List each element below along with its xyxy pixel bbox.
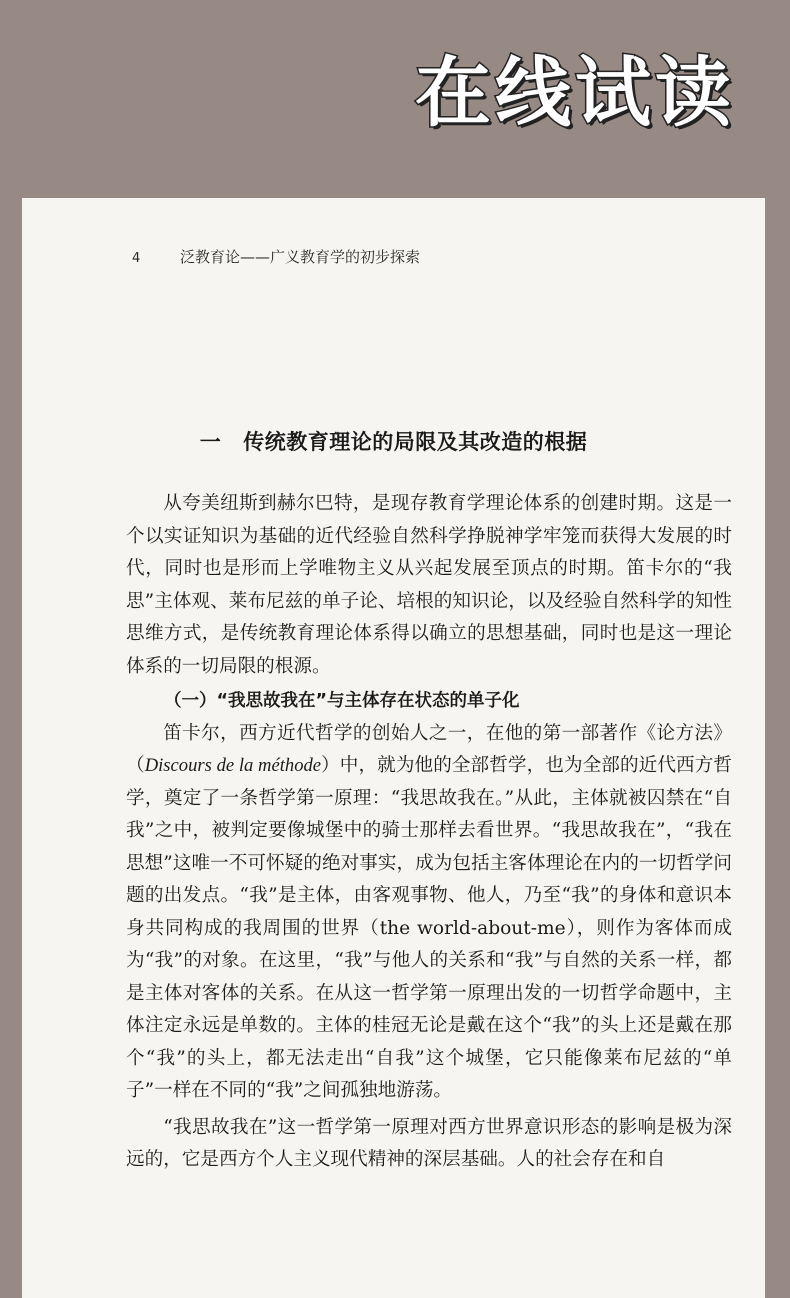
paragraph-3: “我思故我在”这一哲学第一原理对西方世界意识形态的影响是极为深远的，它是西方个人主义现代精神的深层基础。人的社会存在和自 xyxy=(126,1116,732,1170)
subsection-heading: （一）“我思故我在”与主体存在状态的单子化 xyxy=(164,691,520,711)
paragraph-2-part-2: ）中，就为他的全部哲学，也为全部的近代西方哲学，奠定了一条哲学第一原理：“我思故我在。”从此，主体就被囚禁在“自我”之中，被判定要像城堡中的骑士那样去看世界。“我思故我在”，“我在思想”这唯一不可怀疑的绝对事实，成为包括主客体理论在内的一切哲学问题的出发点。“我”是主体，由客观事物、他人，乃至“我”的身体和意识本身共同构成的我周围的世界（the world-about-me），则作为客体而成为“我”的对象。在这里，“我”与他人的关系和“我”与自然的关系一样，都是主体对客体的关系。在从这一哲学第一原理出发的一切哲学命题中，主体注定永远是单数的。主体的桂冠无论是戴在这个“我”的头上还是戴在那个“我”的头上，都无法走出“自我”这个城堡，它只能像莱布尼兹的“单子”一样在不同的“我”之间孤独地游荡。 xyxy=(126,755,732,1101)
paragraph-2 xyxy=(126,718,732,1108)
section-title xyxy=(22,426,765,456)
paragraph-1: 从夸美纽斯到赫尔巴特，是现存教育学理论体系的创建时期。这是一个以实证知识为基础的近代经验自然科学挣脱神学牢笼而获得大发展的时代，同时也是形而上学唯物主义从兴起发展至顶点的时期。笛卡尔的“我思”主体观、莱布尼兹的单子论、培根的知识论，以及经验自然科学的知性思维方式，是传统教育理论体系得以确立的思想基础，同时也是这一理论体系的一切局限的根源。 xyxy=(126,493,732,677)
book-page xyxy=(22,198,765,1298)
body-text xyxy=(126,488,732,1177)
latin-book-title: Discours de la méthode xyxy=(144,755,322,776)
book-title: 泛教育论——广义教育学的初步探索 xyxy=(180,248,421,266)
section-title-text: 传统教育理论的局限及其改造的根据 xyxy=(243,429,588,454)
section-number: 一 xyxy=(199,429,222,454)
running-head xyxy=(132,246,420,267)
paragraph-2-part-1: 笛卡尔，西方近代哲学的创始人之一，在他的第一部著作《论方法》（ xyxy=(126,722,732,776)
banner-title: 在线试读 xyxy=(415,48,735,137)
page-number: 4 xyxy=(132,251,141,266)
